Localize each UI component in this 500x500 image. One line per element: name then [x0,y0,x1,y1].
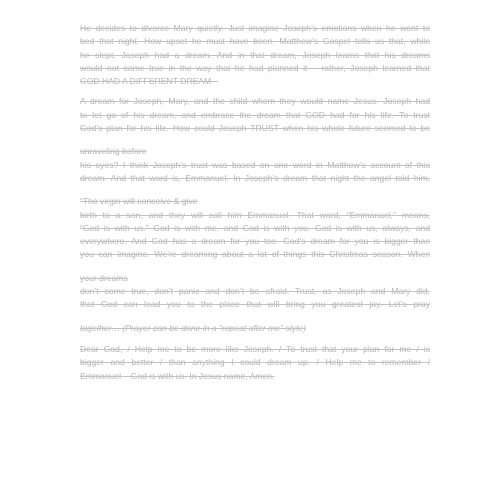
text-line: he slept, Joseph had a dream. And in that dream, Joseph learns that his dreams [80,49,430,60]
text-line: would not come true in the way that he had planned it – rather, Joseph learned that [80,62,430,73]
text-line: that God can lead you to the place that will bring you greatest joy. Let’s pray [80,299,430,310]
text-line: Emmanuel – God is with us. In Jesus name, Amen. [80,370,275,381]
text-line: He decides to divorce Mary quietly. Just imagine Joseph’s emotions when he went to [80,23,430,33]
paragraph-dream-for-joseph [80,95,430,135]
paragraph-your-dreams [80,272,430,312]
text-line: his eyes? I think Joseph’s trust was based on one word in Matthew’s account of this [80,159,430,170]
text-line: unraveling before [80,146,147,157]
text-line: “God is with us.” God is with me, and God is with you. God is with us, always, and [80,222,430,233]
paragraph-prayer [80,343,430,383]
document-page [80,22,430,383]
text-line: don’t come true, don’t panic and don’t be afraid. Trust, as Joseph and Mary did, [80,286,430,297]
text-line: God’s plan for his life. How could Joseph TRUST when his whole future seemed to be [80,123,430,134]
paragraph-virgin-will-conceive [80,195,430,261]
text-line: bigger and better / than anything I could dream up. / Help me to remember / [80,357,430,368]
text-line: Dear God, / Help me to be more like Joseph. / To trust that your plan for me / is [80,343,430,354]
text-line: everywhere. And God has a dream for you too. God’s dream for you is bigger than [80,236,430,247]
text-line: A dream for Joseph, Mary, and the child whom they would name Jesus. Joseph had [80,96,430,107]
text-line: your dreams [80,272,128,283]
text-line: “The virgin will conceive & give [80,196,198,207]
text-line: to let go of his dream, and embrace the dream that GOD had for his life. To trust [80,109,430,120]
text-line: you can imagine. We’re dreaming about a lot of things this Christmas season. When [80,249,430,260]
text-line: GOD HAD A DIFFERENT DREAM – [80,76,219,87]
paragraph-together [80,322,430,335]
paragraph-divorce [80,22,430,88]
prayer-instruction: together… (Prayer can be done in a “repeat after me” style) [80,322,306,333]
text-line: dream. And that word is, Emmanuel. In Joseph’s dream that night the angel told him, [80,172,430,183]
text-line: bed that night. How upset he must have been. Matthew’s Gospel tells us that, while [80,36,430,47]
paragraph-unraveling [80,145,430,185]
text-line: birth to a son, and they will call him Emmanuel. That word, “Emmanuel,” means, [80,209,430,220]
